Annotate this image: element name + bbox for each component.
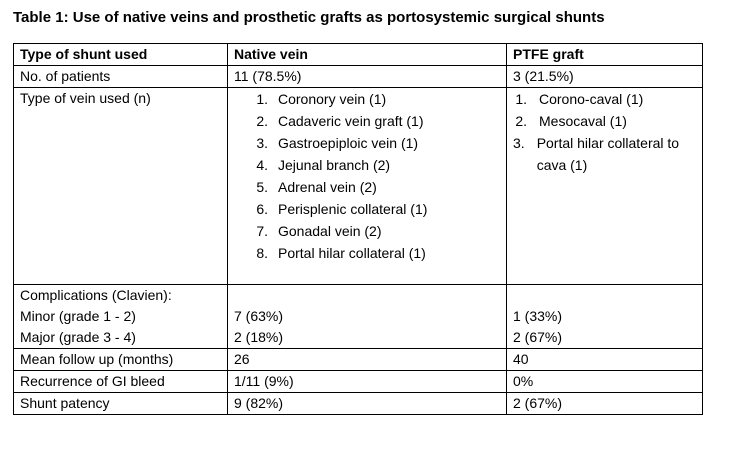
header-native-vein: Native vein [228,44,507,66]
cell-native: 26 [228,349,507,371]
table-row [14,88,703,285]
list-number: 3. [513,135,525,151]
major-label: Major (grade 3 - 4) [20,329,136,345]
list-number: 1. [515,91,527,107]
row-label: Recurrence of GI bleed [14,371,228,393]
shunt-table [13,43,703,415]
list-text: Adrenal vein (2) [278,179,377,195]
list-number: 6. [256,201,268,217]
complications-ptfe [507,285,703,349]
minor-label: Minor (grade 1 - 2) [20,308,136,324]
complications-native [228,285,507,349]
major-native: 2 (18%) [234,329,284,345]
list-number: 7. [256,223,268,239]
minor-ptfe: 1 (33%) [513,308,563,324]
list-text: Portal hilar collateral to cava (1) [536,135,680,173]
native-item [234,154,500,176]
row-label: Type of vein used (n) [14,88,228,285]
native-item [234,88,500,110]
list-number: 2. [256,113,268,129]
table-row [14,349,703,371]
cell-ptfe: 40 [507,349,703,371]
native-item [234,220,500,242]
native-item [234,132,500,154]
cell-ptfe: 0% [507,371,703,393]
list-number: 4. [256,157,268,173]
list-text: Coronory vein (1) [278,91,387,107]
native-item [234,198,500,220]
cell-native-list [228,88,507,285]
cell-native: 1/11 (9%) [228,371,507,393]
cell-native: 11 (78.5%) [228,66,507,88]
table-row [14,66,703,88]
list-text: Corono-caval (1) [539,91,644,107]
cell-ptfe: 3 (21.5%) [507,66,703,88]
ptfe-item [513,110,696,132]
cell-native: 9 (82%) [228,393,507,415]
header-row [14,44,703,66]
list-text: Jejunal branch (2) [278,157,391,173]
table-row [14,393,703,415]
list-text: Portal hilar collateral (1) [278,245,426,261]
list-number: 1. [256,91,268,107]
minor-native: 7 (63%) [234,308,284,324]
table-row [14,285,703,349]
ptfe-graft-list [513,88,696,176]
table-caption: Table 1: Use of native veins and prosthetic grafts as portosystemic surgical shunts [13,9,605,26]
cell-ptfe: 2 (67%) [507,393,703,415]
native-item [234,110,500,132]
list-text: Cadaveric vein graft (1) [278,113,424,129]
row-label: No. of patients [14,66,228,88]
ptfe-item [513,132,696,176]
header-shunt-type: Type of shunt used [14,44,228,66]
list-text: Perisplenic collateral (1) [278,201,428,217]
list-number: 5. [256,179,268,195]
cell-ptfe-list [507,88,703,285]
list-number: 8. [256,245,268,261]
header-ptfe-graft: PTFE graft [507,44,703,66]
native-vein-list [234,88,500,264]
list-text: Mesocaval (1) [539,113,627,129]
native-item [234,176,500,198]
native-item [234,242,500,264]
row-label: Shunt patency [14,393,228,415]
complications-heading: Complications (Clavien): [20,287,172,303]
major-ptfe: 2 (67%) [513,329,563,345]
list-number: 2. [515,113,527,129]
row-label: Mean follow up (months) [14,349,228,371]
list-text: Gonadal vein (2) [278,223,382,239]
list-number: 3. [256,135,268,151]
list-text: Gastroepiploic vein (1) [278,135,419,151]
complications-cell [14,285,228,349]
table-row [14,371,703,393]
ptfe-item [513,88,696,110]
